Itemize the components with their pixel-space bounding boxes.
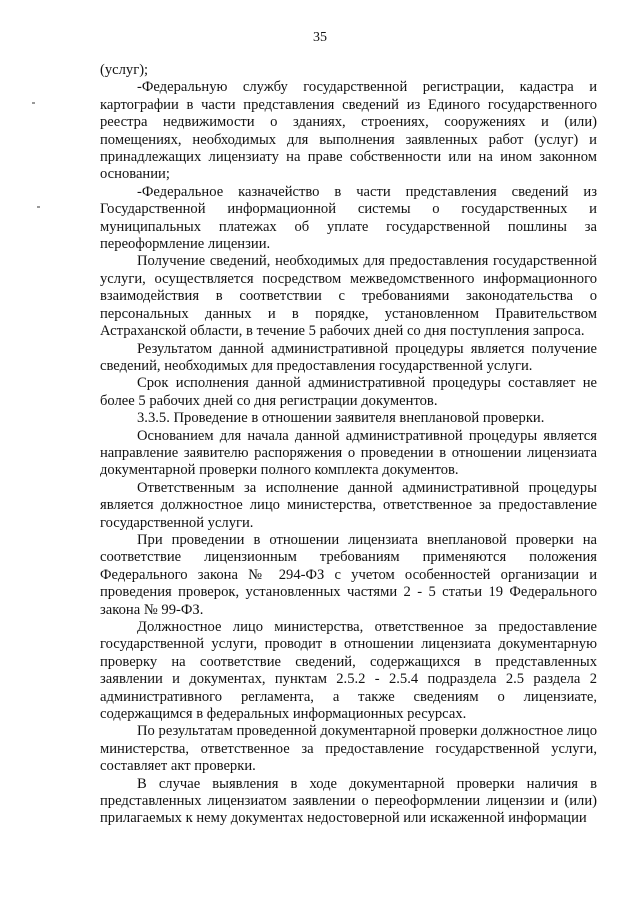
paragraph: -Федеральную службу государственной регистрации, кадастра и картографии в части представления сведений из Единого государственного реестра недвижимости о зданиях, строениях, сооружениях и (или) помещениях, необходимых для выполнения заявленных работ (услуг) и принадлежащих лицензиату на праве собственности или на ином законном основании; xyxy=(100,79,597,183)
document-body xyxy=(100,62,597,828)
paragraph: Срок исполнения данной административной процедуры составляет не более 5 рабочих дней со дня регистрации документов. xyxy=(100,375,597,409)
scan-speck xyxy=(37,206,40,208)
paragraph: Ответственным за исполнение данной административной процедуры является должностное лицо министерства, ответственное за предоставление государственной услуги. xyxy=(100,479,597,531)
paragraph: По результатам проведенной документарной проверки должностное лицо министерства, ответственное за предоставление государственной услуги, составляет акт проверки. xyxy=(100,723,597,775)
paragraph: Получение сведений, необходимых для предоставления государственной услуги, осуществляется посредством межведомственного информационного взаимодействия в соответствии с требованиями законодательства о персональных данных и в порядке, установленном Правительством Астраханской области, в течение 5 рабочих дней со дня поступления запроса. xyxy=(100,253,597,340)
section-heading: 3.3.5. Проведение в отношении заявителя внеплановой проверки. xyxy=(137,410,545,427)
scan-speck xyxy=(32,102,35,104)
page-number: 35 xyxy=(313,30,327,45)
paragraph: -Федеральное казначейство в части представления сведений из Государственной информационной системы о государственных и муниципальных платежах об уплате государственной пошлины за переоформление лицензии. xyxy=(100,183,597,253)
paragraph: Должностное лицо министерства, ответственное за предоставление государственной услуги, проводит в отношении лицензиата документарную проверку на соответствие сведений, содержащихся в представленных заявлении и документах, пунктам 2.5.2 - 2.5.4 подраздела 2.5 раздела 2 административного регламента, а также сведениям о лицензиате, содержащимся в федеральных информационных ресурсах. xyxy=(100,619,597,723)
paragraph: Основанием для начала данной административной процедуры является направление заявителю распоряжения о проведении в отношении лицензиата документарной проверки полного комплекта документов. xyxy=(100,427,597,479)
paragraph: В случае выявления в ходе документарной проверки наличия в представленных лицензиатом заявлении о переоформлении лицензии и (или) прилагаемых к нему документах недостоверной или искаженной информации xyxy=(100,775,597,827)
paragraph: Результатом данной административной процедуры является получение сведений, необходимых для предоставления государственной услуги. xyxy=(100,340,597,374)
paragraph: При проведении в отношении лицензиата внеплановой проверки на соответствие лицензионным требованиям применяются положения Федерального закона № 294-ФЗ с учетом особенностей организации и проведения проверок, установленных частями 2 - 5 статьи 19 Федерального закона № 99-ФЗ. xyxy=(100,531,597,618)
paragraph-continuation: (услуг); xyxy=(100,62,149,78)
